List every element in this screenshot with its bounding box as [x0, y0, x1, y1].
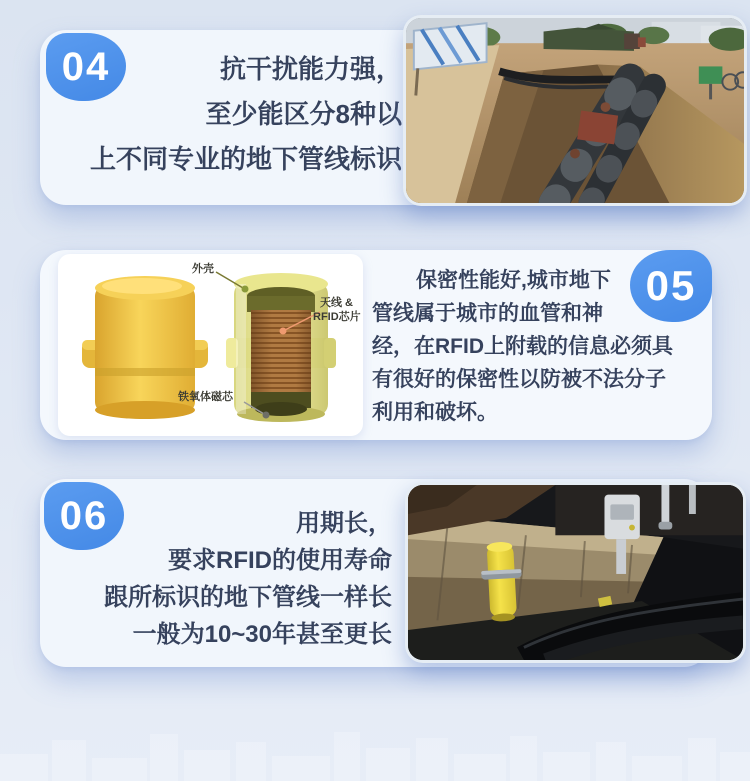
section-04-line-2: 至少能区分8种以 — [205, 99, 402, 129]
section-05-card — [40, 250, 712, 440]
section-06-line-3: 跟所标识的地下管线一样长 — [104, 584, 392, 611]
section-05-line-3: 经，在RFID上附载的信息必须具 — [372, 335, 673, 358]
section-04-line-1: 抗干扰能力强， — [219, 54, 402, 84]
section-04-number-badge: 04 — [46, 33, 126, 101]
section-05-line-5: 利用和破坏。 — [372, 401, 498, 424]
section-06-text — [58, 505, 392, 653]
section-05-line-1: 保密性能好,城市地下 — [416, 269, 611, 292]
section-06-line-2: 要求RFID的使用寿命 — [168, 547, 392, 574]
section-05-line-2: 管线属于城市的血管和神 — [372, 302, 603, 325]
diagram-label-antenna-line1: 天线 & — [320, 297, 353, 309]
excavation-trench-photo — [403, 15, 747, 206]
diagram-label-antenna-line2: RFID芯片 — [313, 311, 361, 323]
rfid-marker-diagram — [58, 254, 363, 436]
diagram-label-ferrite-core: 铁氧体磁芯 — [178, 391, 233, 403]
section-05-number-badge: 05 — [630, 250, 712, 322]
section-04-text — [68, 47, 402, 182]
section-05-text — [372, 264, 702, 429]
city-skyline-watermark — [0, 726, 750, 781]
section-06-number-badge: 06 — [44, 482, 124, 550]
section-04-line-3: 上不同专业的地下管线标识 — [89, 144, 402, 174]
section-05-line-4: 有很好的保密性以防被不法分子 — [372, 368, 666, 391]
section-06-line-4: 一般为10~30年甚至更长 — [132, 621, 392, 648]
section-06-line-1: 用期长， — [296, 510, 392, 537]
installed-marker-photo — [405, 482, 746, 663]
diagram-label-shell: 外壳 — [192, 263, 214, 275]
